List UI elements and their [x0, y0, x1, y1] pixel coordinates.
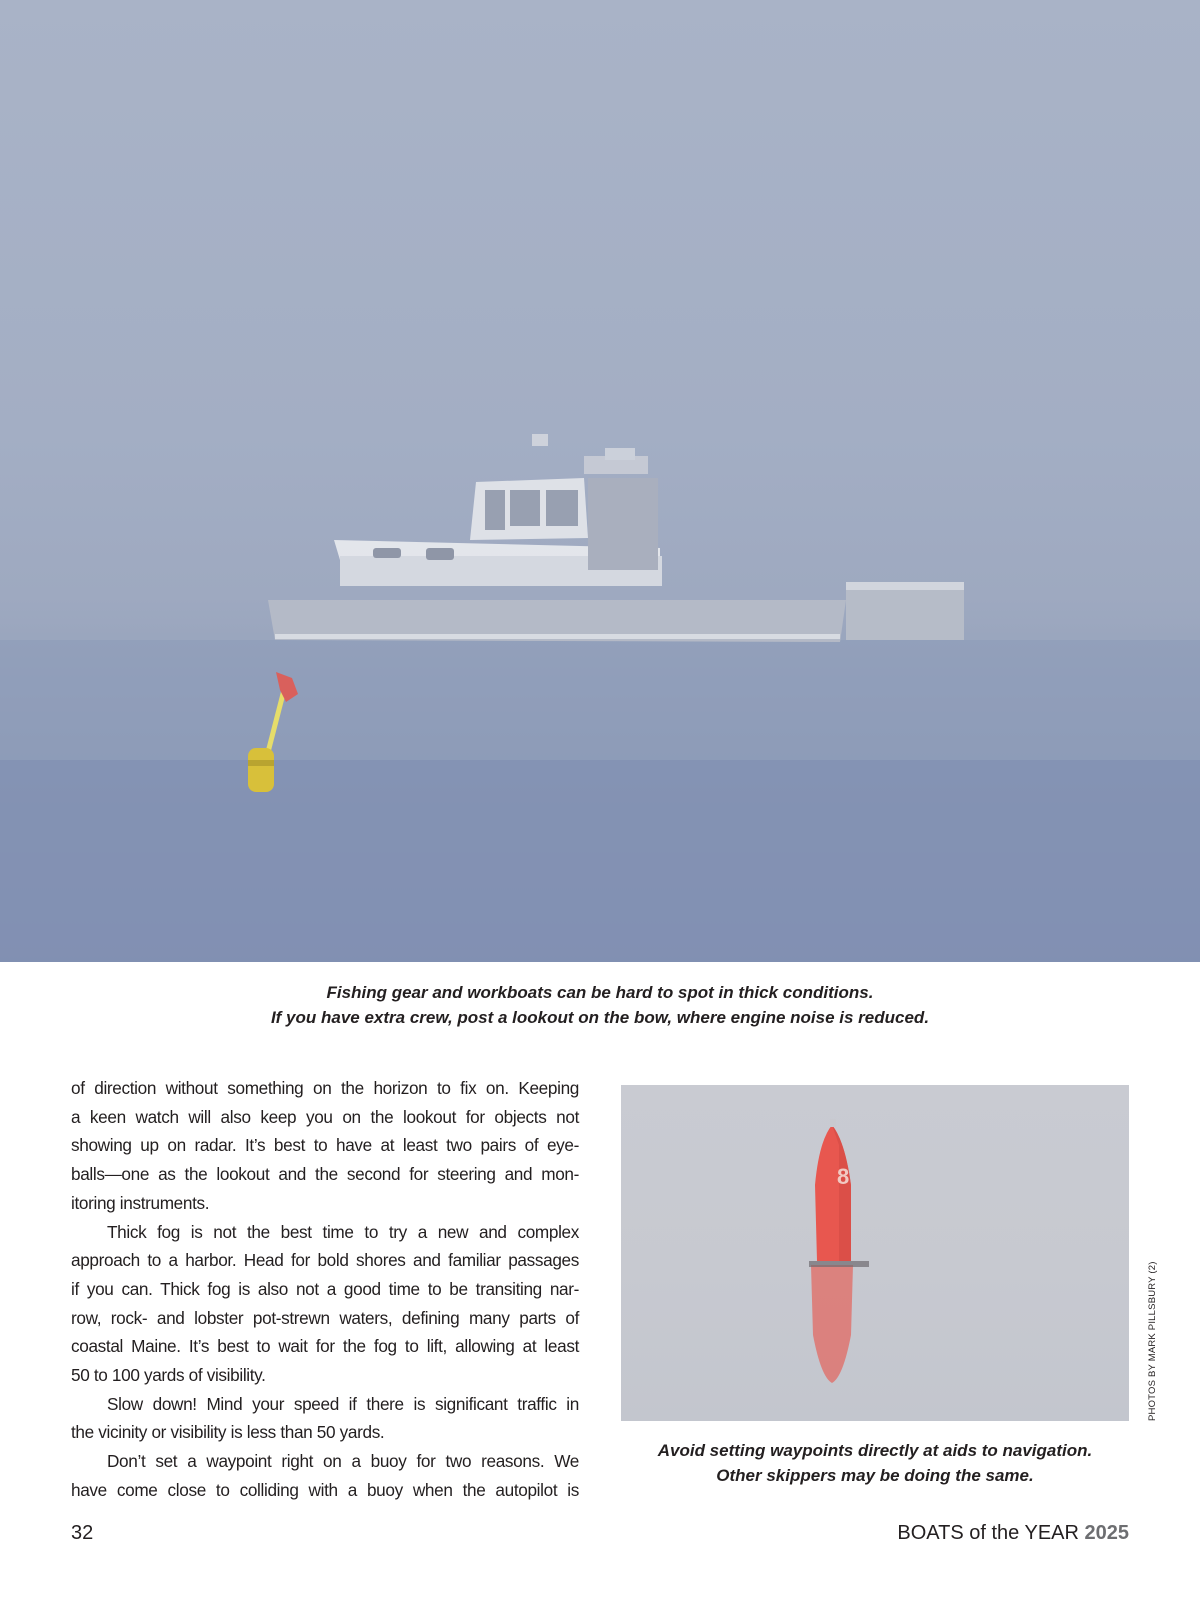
photo-credit: PHOTOS BY MARK PILLSBURY (2)	[1147, 1261, 1158, 1421]
magazine-title: BOATS of the YEAR	[897, 1522, 1079, 1544]
hero-caption-line: If you have extra crew, post a lookout on the bow, where engine noise is reduced.	[270, 1008, 930, 1027]
text-line: the vicinity or visibility is less than 50 yards.	[71, 1422, 385, 1443]
text-line: Slow down! Mind your speed if there is significant traffic in	[107, 1393, 579, 1414]
text-line: balls—one as the lookout and the second for steering and mon-	[71, 1164, 579, 1185]
page-number: 32	[71, 1522, 94, 1544]
paragraph	[71, 1390, 579, 1447]
text-line: Don’t set a waypoint right on a buoy for two reasons. We	[107, 1451, 579, 1472]
buoy-caption	[621, 1438, 1129, 1488]
text-line: have come close to colliding with a buoy when the autopilot is	[71, 1479, 579, 1500]
text-line: Thick fog is not the best time to try a new and complex	[107, 1221, 579, 1242]
magazine-year: 2025	[1084, 1522, 1129, 1544]
text-line: 50 to 100 yards of visibility.	[71, 1365, 266, 1386]
buoy-number: 8	[837, 1164, 850, 1189]
buoy-caption-line: Other skippers may be doing the same.	[716, 1466, 1034, 1485]
article-body	[71, 1074, 579, 1505]
workboat	[268, 434, 964, 642]
text-line: row, rock- and lobster pot-strewn waters, defining many parts of	[71, 1307, 579, 1328]
text-line: showing up on radar. It’s best to have at least two pairs of eye-	[71, 1135, 579, 1156]
buoy-caption-line: Avoid setting waypoints directly at aids to navigation.	[657, 1441, 1093, 1460]
text-line: if you can. Thick fog is also not a good time to be transiting nar-	[71, 1278, 579, 1299]
text-line: itoring instruments.	[71, 1192, 210, 1213]
nun-buoy-illustration	[621, 1085, 1129, 1421]
paragraph	[71, 1074, 579, 1218]
text-line: coastal Maine. It’s best to wait for the fog to lift, allowing at least	[71, 1336, 579, 1357]
text-line: approach to a harbor. Head for bold shores and familiar passages	[71, 1250, 579, 1271]
paragraph	[71, 1447, 579, 1504]
paragraph	[71, 1218, 579, 1390]
magazine-footer	[897, 1522, 1129, 1545]
hero-caption-line: Fishing gear and workboats can be hard to spot in thick conditions.	[326, 983, 874, 1002]
text-line: a keen watch will also keep you on the lookout for objects not	[71, 1106, 579, 1127]
hero-caption	[0, 980, 1200, 1030]
text-line: of direction without something on the horizon to fix on. Keeping	[71, 1078, 579, 1098]
buoy-photo	[621, 1085, 1129, 1421]
